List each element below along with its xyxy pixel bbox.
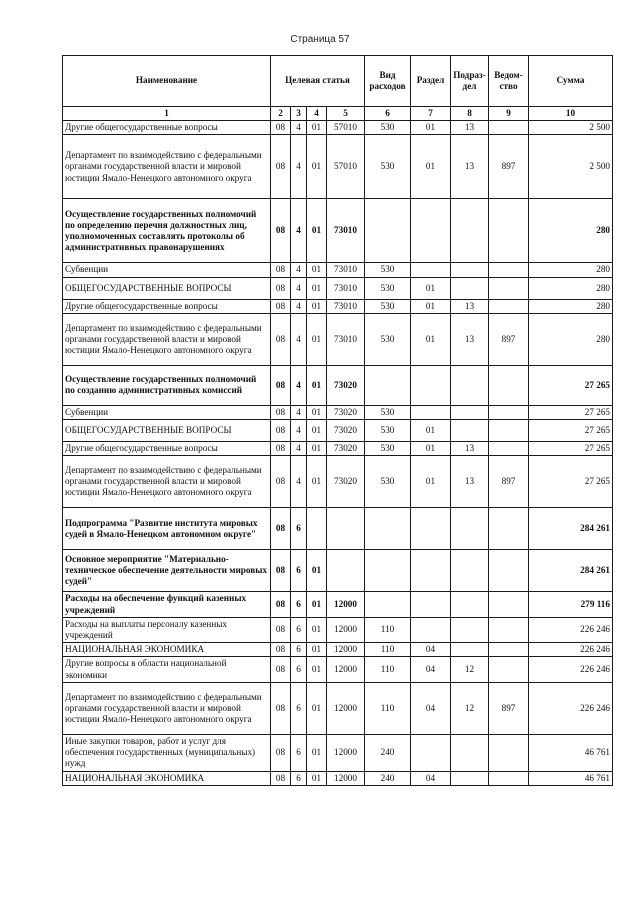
row-code-c9 [489, 277, 529, 299]
row-code-c2: 08 [271, 135, 291, 199]
row-code-c8 [451, 734, 489, 771]
row-sum: 284 261 [529, 508, 613, 550]
row-code-c9: 897 [489, 313, 529, 365]
table-row [63, 313, 613, 365]
row-code-c6: 530 [365, 121, 411, 135]
row-sum: 226 246 [529, 657, 613, 682]
row-code-c3: 4 [291, 365, 307, 405]
row-code-c5: 12000 [327, 657, 365, 682]
row-code-c3: 4 [291, 405, 307, 419]
table-row [63, 299, 613, 313]
row-code-c2: 08 [271, 299, 291, 313]
row-code-c8 [451, 508, 489, 550]
page-label: Страница 57 [290, 34, 350, 45]
row-code-c4 [307, 508, 327, 550]
table-row [63, 135, 613, 199]
row-code-c7: 01 [411, 135, 451, 199]
row-code-c6: 530 [365, 405, 411, 419]
row-code-c3: 4 [291, 420, 307, 442]
row-name: Иные закупки товаров, работ и услуг для обеспечения государственных (муниципальных) нужд [63, 734, 271, 771]
row-code-c7: 04 [411, 643, 451, 657]
row-code-c9 [489, 734, 529, 771]
row-code-c2: 08 [271, 442, 291, 456]
table-row [63, 771, 613, 785]
row-sum: 280 [529, 199, 613, 263]
column-number: 1 [63, 107, 271, 121]
row-name: Расходы на обеспечение функций казенных учреждений [63, 592, 271, 617]
row-code-c9 [489, 121, 529, 135]
row-code-c5: 73020 [327, 420, 365, 442]
column-number: 7 [411, 107, 451, 121]
row-code-c5: 73010 [327, 199, 365, 263]
row-code-c4: 01 [307, 592, 327, 617]
column-number: 2 [271, 107, 291, 121]
row-code-c4: 01 [307, 299, 327, 313]
row-code-c9 [489, 657, 529, 682]
row-code-c7: 04 [411, 682, 451, 734]
row-code-c2: 08 [271, 771, 291, 785]
row-code-c7: 01 [411, 420, 451, 442]
row-code-c5: 12000 [327, 592, 365, 617]
row-code-c5 [327, 508, 365, 550]
row-code-c6: 110 [365, 617, 411, 642]
row-code-c5: 73020 [327, 456, 365, 508]
row-code-c9: 897 [489, 135, 529, 199]
row-code-c2: 08 [271, 550, 291, 592]
row-code-c8 [451, 277, 489, 299]
table-row [63, 121, 613, 135]
row-code-c8: 13 [451, 456, 489, 508]
row-code-c4: 01 [307, 657, 327, 682]
row-code-c7: 01 [411, 456, 451, 508]
row-code-c3: 6 [291, 643, 307, 657]
row-code-c5: 12000 [327, 643, 365, 657]
row-code-c7 [411, 734, 451, 771]
row-code-c7: 01 [411, 277, 451, 299]
row-code-c9 [489, 617, 529, 642]
row-code-c3: 6 [291, 734, 307, 771]
row-code-c6: 110 [365, 682, 411, 734]
row-sum: 2 500 [529, 135, 613, 199]
row-code-c8 [451, 263, 489, 277]
table-row [63, 365, 613, 405]
row-code-c7 [411, 199, 451, 263]
row-code-c6: 530 [365, 135, 411, 199]
row-code-c9 [489, 199, 529, 263]
row-code-c9: 897 [489, 456, 529, 508]
row-sum: 280 [529, 277, 613, 299]
row-code-c2: 08 [271, 643, 291, 657]
row-code-c3: 6 [291, 550, 307, 592]
column-number: 6 [365, 107, 411, 121]
row-name: Другие общегосударственные вопросы [63, 121, 271, 135]
header-department: Ведом-ство [489, 56, 529, 107]
row-code-c4: 01 [307, 277, 327, 299]
row-code-c8: 13 [451, 299, 489, 313]
row-code-c2: 08 [271, 617, 291, 642]
row-code-c3: 4 [291, 313, 307, 365]
row-code-c3: 4 [291, 263, 307, 277]
row-code-c8 [451, 550, 489, 592]
row-code-c6: 530 [365, 420, 411, 442]
table-row [63, 442, 613, 456]
row-code-c8 [451, 771, 489, 785]
row-name: Субвенции [63, 405, 271, 419]
row-sum: 226 246 [529, 617, 613, 642]
table-row [63, 617, 613, 642]
row-code-c7: 04 [411, 771, 451, 785]
row-code-c5: 73020 [327, 442, 365, 456]
row-code-c2: 08 [271, 456, 291, 508]
row-code-c3: 6 [291, 508, 307, 550]
row-code-c5: 73020 [327, 405, 365, 419]
row-sum: 27 265 [529, 442, 613, 456]
column-number: 3 [291, 107, 307, 121]
row-code-c8: 12 [451, 682, 489, 734]
table-row [63, 734, 613, 771]
row-code-c7: 01 [411, 313, 451, 365]
row-name: Департамент по взаимодействию с федеральными органами государственной власти и мировой юстиции Ямало-Ненецкого автономного округа [63, 682, 271, 734]
row-code-c4: 01 [307, 771, 327, 785]
table-row [63, 592, 613, 617]
table-row [63, 405, 613, 419]
row-code-c3: 4 [291, 442, 307, 456]
row-code-c2: 08 [271, 365, 291, 405]
row-code-c8 [451, 592, 489, 617]
row-code-c3: 4 [291, 199, 307, 263]
row-sum: 2 500 [529, 121, 613, 135]
row-name: НАЦИОНАЛЬНАЯ ЭКОНОМИКА [63, 643, 271, 657]
row-code-c2: 08 [271, 734, 291, 771]
row-code-c9 [489, 365, 529, 405]
row-code-c9 [489, 405, 529, 419]
row-code-c6 [365, 592, 411, 617]
header-name: Наименование [63, 56, 271, 107]
row-code-c9: 897 [489, 682, 529, 734]
row-code-c6 [365, 199, 411, 263]
row-sum: 27 265 [529, 365, 613, 405]
row-sum: 46 761 [529, 734, 613, 771]
row-code-c7 [411, 263, 451, 277]
row-code-c8: 13 [451, 313, 489, 365]
row-code-c3: 6 [291, 592, 307, 617]
row-code-c5: 73010 [327, 263, 365, 277]
table-row [63, 682, 613, 734]
row-code-c4: 01 [307, 313, 327, 365]
header-sum: Сумма [529, 56, 613, 107]
table-row [63, 199, 613, 263]
row-code-c9 [489, 299, 529, 313]
row-name: Департамент по взаимодействию с федеральными органами государственной власти и мировой юстиции Ямало-Ненецкого автономного округа [63, 456, 271, 508]
column-number-row [63, 107, 613, 121]
row-code-c2: 08 [271, 420, 291, 442]
row-code-c3: 4 [291, 299, 307, 313]
row-name: Субвенции [63, 263, 271, 277]
row-name: Осуществление государственных полномочий по определению перечня должностных лиц, уполномоченных составлять протоколы об административных правонарушениях [63, 199, 271, 263]
row-code-c6: 530 [365, 442, 411, 456]
row-code-c5: 12000 [327, 617, 365, 642]
row-code-c7 [411, 405, 451, 419]
row-name: Другие общегосударственные вопросы [63, 442, 271, 456]
table-row [63, 550, 613, 592]
table-row [63, 263, 613, 277]
row-code-c4: 01 [307, 199, 327, 263]
row-code-c2: 08 [271, 592, 291, 617]
row-name: Подпрограмма "Развитие института мировых судей в Ямало-Ненецком автономном округе" [63, 508, 271, 550]
row-code-c4: 01 [307, 135, 327, 199]
row-code-c3: 6 [291, 682, 307, 734]
row-code-c5: 12000 [327, 682, 365, 734]
row-code-c6: 530 [365, 313, 411, 365]
row-code-c9 [489, 263, 529, 277]
row-code-c9 [489, 508, 529, 550]
row-code-c7 [411, 617, 451, 642]
row-sum: 279 116 [529, 592, 613, 617]
row-code-c6: 240 [365, 734, 411, 771]
row-sum: 280 [529, 263, 613, 277]
row-code-c6: 110 [365, 657, 411, 682]
row-code-c2: 08 [271, 405, 291, 419]
table-row [63, 508, 613, 550]
row-sum: 27 265 [529, 405, 613, 419]
row-code-c8: 13 [451, 135, 489, 199]
row-name: ОБЩЕГОСУДАРСТВЕННЫЕ ВОПРОСЫ [63, 277, 271, 299]
row-code-c7 [411, 550, 451, 592]
table-row [63, 277, 613, 299]
row-code-c6 [365, 365, 411, 405]
row-code-c7 [411, 365, 451, 405]
row-code-c8 [451, 420, 489, 442]
row-code-c8: 12 [451, 657, 489, 682]
column-number: 9 [489, 107, 529, 121]
row-code-c4: 01 [307, 121, 327, 135]
row-code-c8 [451, 365, 489, 405]
row-code-c2: 08 [271, 121, 291, 135]
column-number: 10 [529, 107, 613, 121]
row-code-c8 [451, 199, 489, 263]
row-name: Другие вопросы в области национальной экономики [63, 657, 271, 682]
row-code-c6 [365, 508, 411, 550]
header-section: Раздел [411, 56, 451, 107]
row-code-c9 [489, 550, 529, 592]
row-code-c4: 01 [307, 550, 327, 592]
row-code-c6: 530 [365, 456, 411, 508]
row-sum: 27 265 [529, 420, 613, 442]
row-name: ОБЩЕГОСУДАРСТВЕННЫЕ ВОПРОСЫ [63, 420, 271, 442]
table-row [63, 657, 613, 682]
row-code-c7 [411, 508, 451, 550]
row-code-c6: 530 [365, 277, 411, 299]
row-code-c6: 530 [365, 299, 411, 313]
row-code-c8 [451, 617, 489, 642]
column-number: 5 [327, 107, 365, 121]
column-number: 4 [307, 107, 327, 121]
row-sum: 284 261 [529, 550, 613, 592]
row-code-c4: 01 [307, 682, 327, 734]
row-sum: 226 246 [529, 643, 613, 657]
row-name: Осуществление государственных полномочий по созданию административных комиссий [63, 365, 271, 405]
row-sum: 27 265 [529, 456, 613, 508]
budget-table [62, 55, 613, 786]
row-code-c3: 6 [291, 617, 307, 642]
row-sum: 46 761 [529, 771, 613, 785]
row-code-c4: 01 [307, 365, 327, 405]
row-code-c5: 73010 [327, 299, 365, 313]
row-sum: 226 246 [529, 682, 613, 734]
row-code-c5: 73020 [327, 365, 365, 405]
row-code-c9 [489, 442, 529, 456]
row-code-c6: 110 [365, 643, 411, 657]
row-code-c5 [327, 550, 365, 592]
row-code-c4: 01 [307, 734, 327, 771]
row-code-c4: 01 [307, 643, 327, 657]
row-code-c8 [451, 643, 489, 657]
row-name: Департамент по взаимодействию с федеральными органами государственной власти и мировой юстиции Ямало-Ненецкого автономного округа [63, 135, 271, 199]
row-code-c3: 4 [291, 135, 307, 199]
row-code-c4: 01 [307, 617, 327, 642]
row-code-c2: 08 [271, 508, 291, 550]
row-sum: 280 [529, 299, 613, 313]
row-code-c3: 4 [291, 121, 307, 135]
row-code-c5: 12000 [327, 771, 365, 785]
row-code-c2: 08 [271, 682, 291, 734]
row-code-c7: 01 [411, 299, 451, 313]
row-code-c8 [451, 405, 489, 419]
row-name: Другие общегосударственные вопросы [63, 299, 271, 313]
table-row [63, 420, 613, 442]
row-code-c7: 04 [411, 657, 451, 682]
row-code-c8: 13 [451, 442, 489, 456]
row-code-c2: 08 [271, 277, 291, 299]
row-code-c3: 6 [291, 657, 307, 682]
row-code-c6: 240 [365, 771, 411, 785]
table-row [63, 456, 613, 508]
header-target: Целевая статья [271, 56, 365, 107]
row-name: НАЦИОНАЛЬНАЯ ЭКОНОМИКА [63, 771, 271, 785]
row-code-c8: 13 [451, 121, 489, 135]
header-subsection: Подраз-дел [451, 56, 489, 107]
row-code-c9 [489, 420, 529, 442]
row-code-c4: 01 [307, 442, 327, 456]
row-code-c4: 01 [307, 456, 327, 508]
row-code-c5: 73010 [327, 313, 365, 365]
row-code-c9 [489, 643, 529, 657]
row-code-c6 [365, 550, 411, 592]
row-code-c3: 6 [291, 771, 307, 785]
row-code-c3: 4 [291, 456, 307, 508]
row-code-c4: 01 [307, 405, 327, 419]
row-name: Расходы на выплаты персоналу казенных учреждений [63, 617, 271, 642]
row-code-c5: 57010 [327, 135, 365, 199]
row-code-c7: 01 [411, 121, 451, 135]
row-sum: 280 [529, 313, 613, 365]
row-code-c9 [489, 771, 529, 785]
row-code-c3: 4 [291, 277, 307, 299]
row-code-c5: 12000 [327, 734, 365, 771]
table-row [63, 643, 613, 657]
row-code-c2: 08 [271, 263, 291, 277]
row-code-c9 [489, 592, 529, 617]
row-code-c6: 530 [365, 263, 411, 277]
row-code-c4: 01 [307, 263, 327, 277]
row-code-c7: 01 [411, 442, 451, 456]
row-code-c2: 08 [271, 313, 291, 365]
row-code-c2: 08 [271, 657, 291, 682]
row-name: Департамент по взаимодействию с федеральными органами государственной власти и мировой юстиции Ямало-Ненецкого автономного округа [63, 313, 271, 365]
row-code-c2: 08 [271, 199, 291, 263]
header-expense-type: Вид расходов [365, 56, 411, 107]
row-code-c5: 73010 [327, 277, 365, 299]
column-number: 8 [451, 107, 489, 121]
row-code-c7 [411, 592, 451, 617]
row-code-c4: 01 [307, 420, 327, 442]
row-name: Основное мероприятие "Материально-техническое обеспечение деятельности мировых судей" [63, 550, 271, 592]
row-code-c5: 57010 [327, 121, 365, 135]
